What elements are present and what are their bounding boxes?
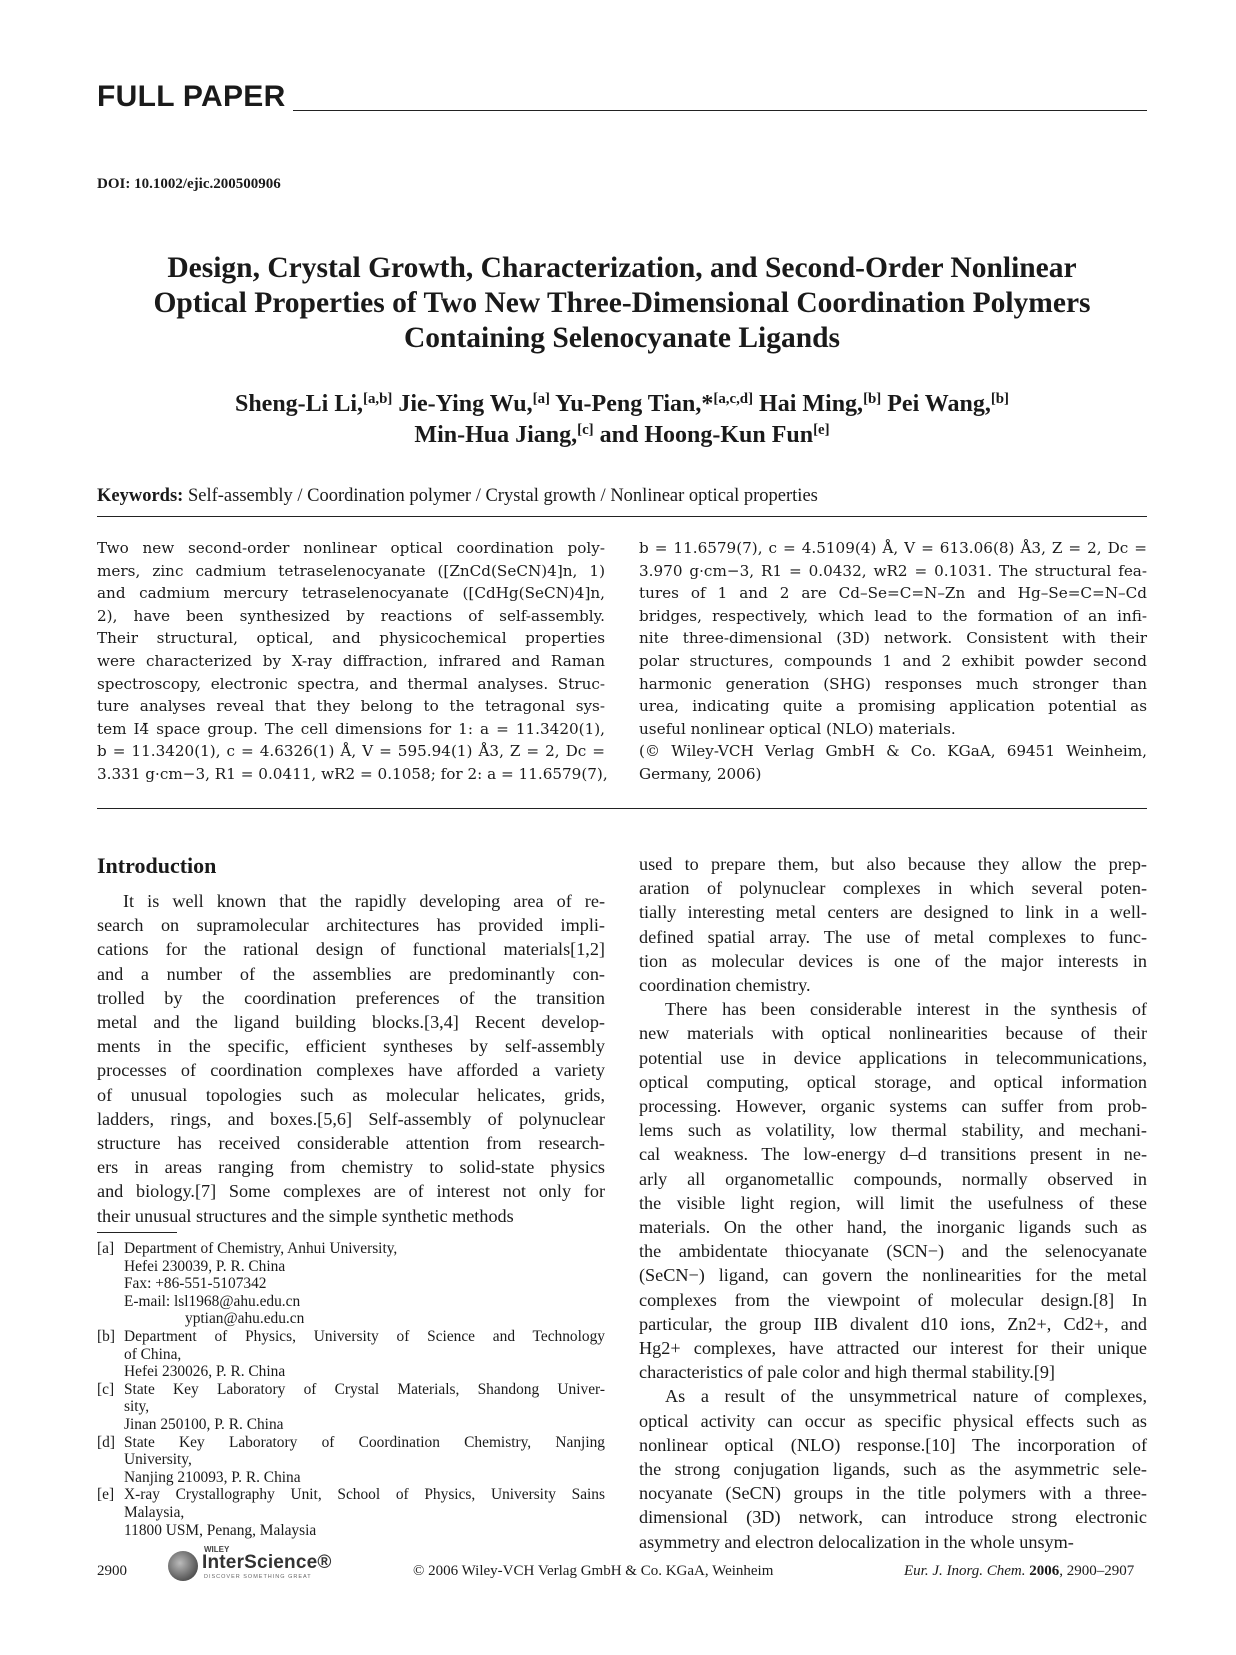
abstract-line: mers, zinc cadmium tetraselenocyanate ([ZnCd(SeCN)4]n, 1) [97,561,605,580]
abstract-left-column [97,537,608,786]
body-line: trolled by the coordination preferences of the transition [97,987,605,1008]
abstract-line: Two new second-order nonlinear optical coordination poly- [97,539,605,557]
affiliation-line: Hefei 230039, P. R. China [124,1257,286,1275]
abstract-line: 3.331 g·cm−3, R1 = 0.0411, wR2 = 0.1058; for 2: a = 11.6579(7), [97,764,608,783]
keywords-label: Keywords: [97,486,184,506]
body-line: new materials with optical nonlinearities because of their [639,1023,1147,1044]
body-line: tion as molecular devices is one of the major interests in [639,950,1147,971]
journal-citation [904,1563,1134,1580]
affiliation-line: State Key Laboratory of Crystal Materials, Shandong Univer- [124,1380,605,1398]
abstract-line: (© Wiley-VCH Verlag GmbH & Co. KGaA, 69451 Weinheim, [639,742,1147,761]
body-line: nonlinear optical (NLO) response.[10] The incorporation of [639,1434,1147,1455]
body-line: search on supramolecular architectures has provided impli- [97,915,605,936]
body-line: potential use in device applications in telecommunications, [639,1047,1147,1068]
affiliation-line: Department of Physics, University of Science and Technology [124,1327,605,1345]
body-line: complexes from the viewpoint of molecular design.[8] In [639,1289,1147,1310]
abstract-line: b = 11.3420(1), c = 4.6326(1) Å, V = 595.94(1) Å3, Z = 2, Dc = [97,742,605,761]
affiliation-tag: [b] [97,1327,115,1345]
affiliation-line: Nanjing 210093, P. R. China [124,1468,301,1486]
author-name: Sheng-Li Li, [234,391,364,417]
abstract-line: ture analyses reveal that they belong to the tetragonal sys- [97,697,605,716]
header-rule [293,110,1147,111]
body-line: metal and the ligand building blocks.[3,4] Recent develop- [97,1012,605,1033]
abstract-right-column [639,537,1147,786]
author-name: Jie-Ying Wu, [398,391,533,417]
body-line: and biology.[7] Some complexes are of interest not only for [97,1181,605,1202]
title-line: Containing Selenocyanate Ligands [403,322,841,354]
author-affiliation: [c] [577,421,594,438]
affiliation-line: of China, [124,1345,182,1363]
abstract-line: 2), have been synthesized by reactions of self-assembly. [97,606,605,625]
affiliation-line: yptian@ahu.edu.cn [185,1310,305,1328]
abstract-line: tures of 1 and 2 are Cd–Se=C=N–Zn and Hg–Se=C=N–Cd [639,584,1147,603]
body-line: materials. On the other hand, the inorganic ligands such as [639,1217,1147,1238]
body-line: aration of polynuclear complexes in which several poten- [639,878,1147,899]
body-line: As a result of the unsymmetrical nature of complexes, [665,1386,1147,1407]
author-name: Pei Wang, [887,391,991,417]
affiliation-tag: [a] [97,1240,115,1257]
logo-small-text: WILEY [204,1545,230,1554]
body-line: Hg2+ complexes, have attracted our interest for their unique [639,1338,1147,1359]
affiliation-item [97,1328,605,1381]
abstract-line: harmonic generation (SHG) responses much stronger than [639,674,1147,693]
intro-left-column [97,889,605,1228]
affiliations [97,1240,605,1539]
abstract-line: b = 11.6579(7), c = 4.5109(4) Å, V = 613.06(8) Å3, Z = 2, Dc = [639,539,1147,557]
affiliation-item [97,1486,605,1539]
logo-tagline: DISCOVER SOMETHING GREAT [204,1574,312,1580]
abstract-top-rule [97,516,1147,517]
header-label: FULL PAPER [97,80,286,113]
author-name: Min-Hua Jiang, [414,422,578,448]
affiliation-item [97,1434,605,1487]
interscience-logo [168,1545,332,1583]
body-line: and a number of the assemblies are predominantly con- [97,963,605,984]
affiliation-line: 11800 USM, Penang, Malaysia [124,1521,317,1539]
author-affiliation: [b] [990,390,1010,407]
affiliation-line: X-ray Crystallography Unit, School of Physics, University Sains [124,1486,605,1504]
running-header [97,80,1147,116]
body-line: optical computing, optical storage, and optical information [639,1071,1147,1092]
body-line: their unusual structures and the simple synthetic methods [97,1205,514,1226]
section-heading: Introduction [97,853,217,878]
abstract-line: urea, indicating quite a promising application potential as [639,697,1147,716]
abstract-line: polar structures, compounds 1 and 2 exhibit powder second [639,651,1147,670]
affiliation-line: E-mail: lsl1968@ahu.edu.cn [124,1292,301,1310]
affiliation-tag: [c] [97,1380,115,1398]
intro-right-column [639,852,1147,1554]
body-line: nocyanate (SeCN) groups in the title polymers with a three- [639,1483,1147,1504]
body-line: (SeCN−) ligand, can govern the nonlinearities for the metal [639,1265,1147,1286]
author-affiliation: [a,c,d] [713,390,754,407]
body-line: particular, the group IIB divalent d10 ions, Zn2+, Cd2+, and [639,1313,1147,1334]
body-line: ladders, rings, and boxes.[5,6] Self-assembly of polynuclear [97,1108,605,1129]
affiliation-line: Malaysia, [124,1503,185,1521]
abstract-line: spectroscopy, electronic spectra, and thermal analyses. Struc- [97,674,605,693]
journal-pages: , 2900–2907 [1059,1563,1135,1579]
footnote-rule [97,1232,177,1233]
abstract-bottom-rule [97,808,1147,809]
body-line: structure has received considerable attention from research- [97,1133,605,1154]
abstract-line: and cadmium mercury tetraselenocyanate ([CdHg(SeCN)4]n, [97,584,605,603]
author-affiliation: [a] [532,390,550,407]
body-line: coordination chemistry. [639,975,811,996]
body-line: ers in areas ranging from chemistry to solid-state physics [97,1157,605,1178]
author-affiliation: [b] [863,390,882,407]
body-line: of unusual topologies such as molecular helicates, grids, [97,1084,605,1105]
abstract-line: were characterized by X-ray diffraction, infrared and Raman [97,651,605,670]
body-line: asymmetry and electron delocalization in the whole unsym- [639,1531,1074,1552]
affiliation-line: Department of Chemistry, Anhui University, [124,1240,398,1257]
affiliation-tag: [d] [97,1433,115,1451]
body-line: dimensional (3D) network, can introduce strong electronic [639,1507,1147,1528]
affiliation-line: Jinan 250100, P. R. China [124,1415,284,1433]
body-line: the ambidentate thiocyanate (SCN−) and the selenocyanate [639,1241,1147,1262]
title-line: Design, Crystal Growth, Characterization, and Second-Order Nonlinear [167,252,1077,284]
affiliation-item [97,1240,605,1328]
affiliation-line: State Key Laboratory of Coordination Chemistry, Nanjing [124,1433,605,1451]
author-line [97,420,1147,451]
keywords [97,484,1147,508]
author-affiliation: [e] [813,421,830,438]
body-line: lems such as volatility, low thermal stability, and mechani- [639,1120,1147,1141]
affiliation-line: Fax: +86-551-5107342 [124,1275,267,1293]
author-name: Hai Ming, [759,391,864,417]
affiliation-item [97,1381,605,1434]
affiliation-tag: [e] [97,1486,115,1504]
abstract-line: Germany, 2006) [639,764,762,783]
body-line: cations for the rational design of functional materials[1,2] [97,939,605,960]
abstract-line: 3.970 g·cm−3, R1 = 0.0432, wR2 = 0.1031. The structural fea- [639,561,1147,580]
body-line: arly all organometallic compounds, normally observed in [639,1168,1147,1189]
article-title [97,251,1147,356]
title-line: Optical Properties of Two New Three-Dimensional Coordination Polymers [153,287,1091,319]
keywords-text: Self-assembly / Coordination polymer / Crystal growth / Nonlinear optical properties [187,486,818,506]
body-line: the visible light region, will limit the usefulness of these [639,1192,1147,1213]
author-name: and Hoong-Kun Fun [599,422,814,448]
affiliation-line: sity, [124,1398,150,1416]
body-line: It is well known that the rapidly developing area of re- [123,891,605,911]
affiliation-line: Hefei 230026, P. R. China [124,1363,286,1381]
author-line [97,389,1147,420]
body-line: the strong conjugation ligands, such as the asymmetric sele- [639,1459,1147,1480]
body-line: processing. However, organic systems can suffer from prob- [639,1096,1147,1117]
body-line: tially interesting metal centers are designed to link in a well- [639,902,1147,923]
author-name: Yu-Peng Tian,* [555,391,714,417]
abstract-line: tem I4̄ space group. The cell dimensions for 1: a = 11.3420(1), [97,719,605,738]
abstract-line: nite three-dimensional (3D) network. Consistent with their [639,629,1147,648]
abstract-line: bridges, respectively, which lead to the formation of an infi- [639,606,1147,625]
body-line: characteristics of pale color and high thermal stability.[9] [639,1362,1055,1383]
doi: DOI: 10.1002/ejic.200500906 [97,176,281,192]
body-line: used to prepare them, but also because they allow the prep- [639,854,1147,874]
body-line: defined spatial array. The use of metal complexes to func- [639,926,1147,947]
author-list [97,389,1147,451]
copyright: © 2006 Wiley-VCH Verlag GmbH & Co. KGaA, Weinheim [413,1563,774,1579]
journal-year: 2006 [1029,1563,1060,1579]
body-line: There has been considerable interest in the synthesis of [665,999,1147,1020]
body-line: optical activity can occur as specific physical effects such as [639,1410,1147,1431]
author-affiliation: [a,b] [363,390,393,407]
abstract-line: useful nonlinear optical (NLO) materials. [639,719,956,738]
body-line: processes of coordination complexes have afforded a variety [97,1060,605,1081]
body-line: cal weakness. The low-energy d–d transitions present in ne- [639,1144,1147,1165]
journal-name: Eur. J. Inorg. Chem. [904,1563,1026,1579]
affiliation-line: University, [124,1451,192,1469]
abstract-line: Their structural, optical, and physicochemical properties [97,629,605,648]
page-number: 2900 [97,1563,127,1579]
body-line: ments in the specific, efficient syntheses by self-assembly [97,1036,605,1057]
logo-main-text: InterScience® [202,1552,332,1573]
globe-icon [168,1551,198,1581]
